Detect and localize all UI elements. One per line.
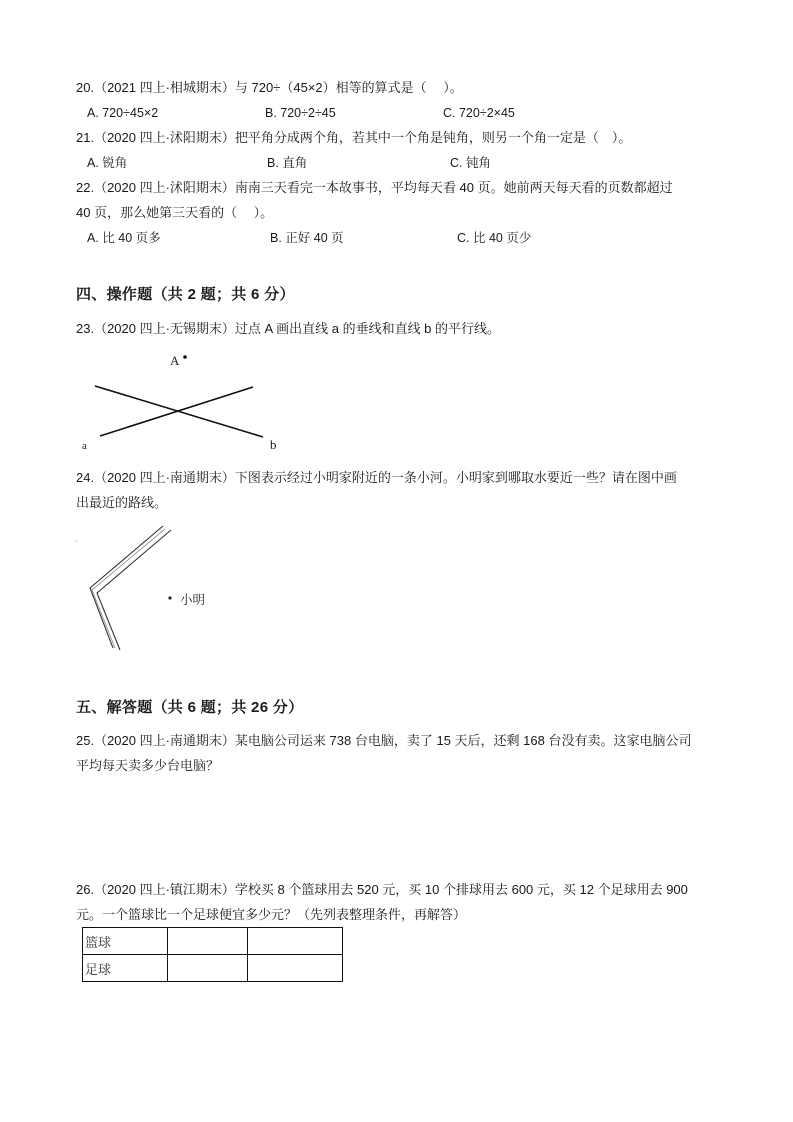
question-22-stem-line2: 40 页，那么她第三天看的（ ）。 (76, 205, 274, 220)
question-26-stem-line2: 元。一个篮球比一个足球便宜多少元？（先列表整理条件，再解答） (76, 907, 467, 922)
question-20-option-a[interactable]: A. 720÷45×2 (87, 106, 159, 120)
question-26-stem-line1: 26.（2020 四上·镇江期末）学校买 8 个篮球用去 520 元，买 10 个排球用去 600 元，买 12 个足球用去 900 (76, 882, 688, 897)
question-22-option-b[interactable]: B. 正好 40 页 (270, 231, 344, 245)
section-4-title: 四、操作题（共 2 题；共 6 分） (76, 286, 295, 303)
question-21-option-c[interactable]: C. 钝角 (450, 156, 491, 170)
table-cell-input[interactable] (168, 928, 248, 955)
table-cell: 篮球 (83, 928, 168, 955)
question-22-option-a[interactable]: A. 比 40 页多 (87, 231, 161, 245)
question-23-stem: 23.（2020 四上·无锡期末）过点 A 画出直线 a 的垂线和直线 b 的平行线。 (76, 321, 501, 336)
question-22-stem-line1: 22.（2020 四上·沭阳期末）南南三天看完一本故事书，平均每天看 40 页。她前两天每天看的页数都超过 (76, 180, 673, 195)
question-20-stem: 20.（2021 四上·相城期末）与 720÷（45×2）相等的算式是（ ）。 (76, 80, 463, 95)
table-cell-input[interactable] (248, 955, 343, 982)
home-label: 小明 (180, 593, 206, 607)
question-24-stem-line2: 出最近的路线。 (76, 495, 168, 510)
stray-mark (76, 540, 77, 542)
line-a-label: a (82, 440, 87, 452)
river-bank-outer (90, 526, 163, 648)
question-22-option-c[interactable]: C. 比 40 页少 (457, 231, 532, 245)
question-20-option-b[interactable]: B. 720÷2÷45 (265, 106, 336, 120)
question-21-option-a[interactable]: A. 锐角 (87, 156, 128, 170)
question-21-stem: 21.（2020 四上·沭阳期末）把平角分成两个角，若其中一个角是钝角，则另一个角一定是（ ）。 (76, 130, 632, 145)
question-25-stem-line2: 平均每天卖多少台电脑？ (76, 758, 220, 773)
question-25-stem-line1: 25.（2020 四上·南通期末）某电脑公司运来 738 台电脑，卖了 15 天后，还剩 168 台没有卖。这家电脑公司 (76, 733, 692, 748)
table-row (83, 955, 343, 982)
table-cell-input[interactable] (168, 955, 248, 982)
table-row (83, 928, 343, 955)
conditions-table (82, 927, 343, 982)
line-b-label: b (270, 437, 277, 452)
table-cell: 足球 (83, 955, 168, 982)
home-dot (168, 596, 171, 599)
point-a-label: A (170, 353, 180, 368)
question-24-stem-line1: 24.（2020 四上·南通期末）下图表示经过小明家附近的一条小河。小明家到哪取水要近一些？请在图中画 (76, 470, 677, 485)
question-21-option-b[interactable]: B. 直角 (267, 156, 308, 170)
question-20-option-c[interactable]: C. 720÷2×45 (443, 106, 515, 120)
river-bank-inner (97, 530, 171, 650)
table-cell-input[interactable] (248, 928, 343, 955)
section-5-title: 五、解答题（共 6 题；共 26 分） (76, 699, 304, 716)
